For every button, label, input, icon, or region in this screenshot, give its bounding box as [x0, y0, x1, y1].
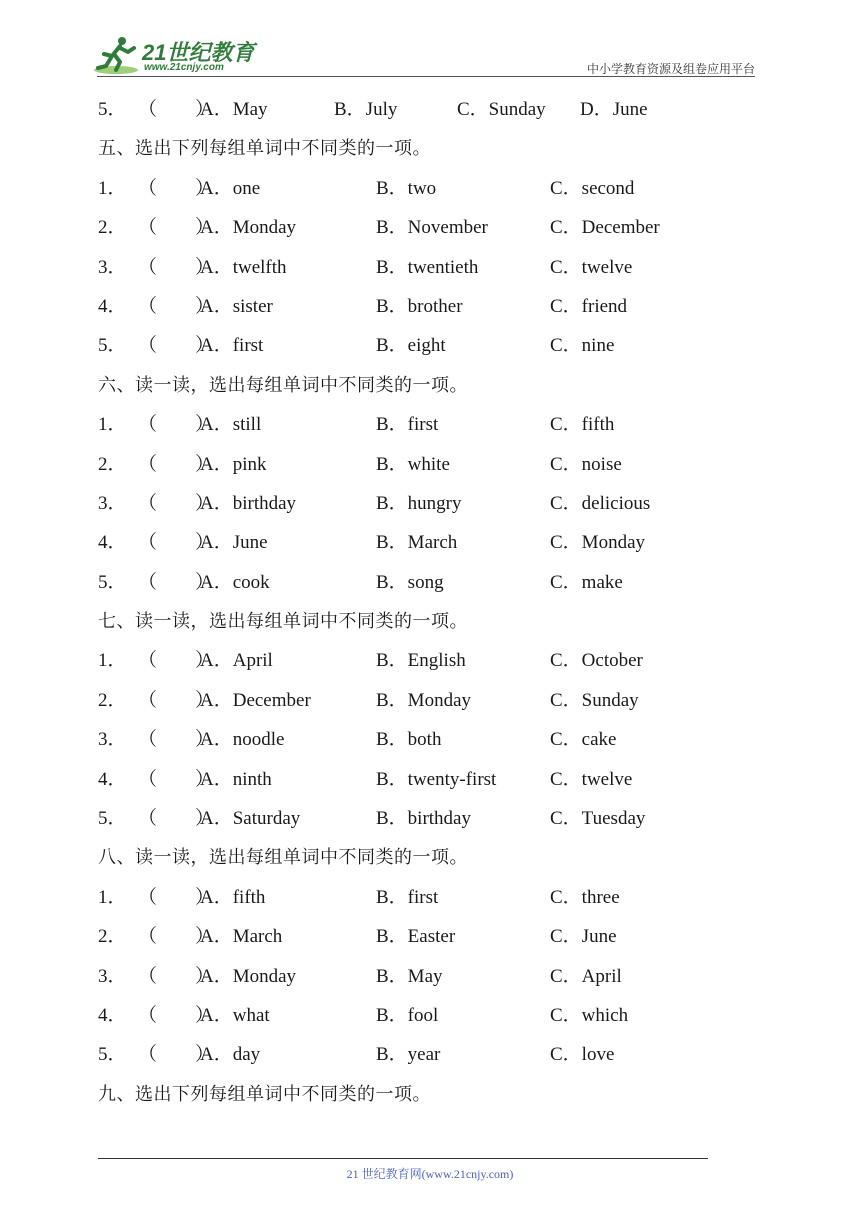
answer-blank: （ ） — [138, 414, 215, 436]
option-b: B．white — [376, 453, 450, 475]
question-number: 1． — [98, 414, 127, 436]
option-a: A．sister — [200, 295, 273, 317]
option-b: B．birthday — [376, 808, 471, 830]
option-b: B．two — [376, 177, 437, 199]
question-number: 3． — [98, 729, 127, 751]
option-a: A．December — [200, 689, 311, 711]
option-b: B．first — [376, 886, 439, 908]
option-c: C．fifth — [550, 414, 615, 436]
section-title: 六、读一读，选出每组单词中不同类的一项。 — [98, 374, 468, 396]
option-b: B．twenty-first — [376, 768, 497, 790]
question-row — [98, 523, 758, 562]
question-row — [98, 760, 758, 799]
option-a: A．May — [200, 99, 268, 120]
question-row — [98, 248, 758, 287]
question-row — [98, 484, 758, 523]
site-logo — [92, 34, 262, 78]
question-number: 1． — [98, 886, 127, 908]
answer-blank: （ ） — [138, 808, 215, 830]
answer-blank: （ ） — [138, 571, 215, 593]
runner-logo-icon — [92, 34, 142, 76]
question-row — [98, 405, 758, 444]
section-title: 八、读一读，选出每组单词中不同类的一项。 — [98, 847, 468, 869]
question-row — [98, 563, 758, 602]
question-row — [98, 641, 758, 680]
option-b: B．both — [376, 729, 442, 751]
option-a: A．birthday — [200, 492, 297, 514]
option-a: A．June — [200, 532, 268, 554]
question-row — [98, 326, 758, 365]
option-a: A．Monday — [200, 217, 297, 239]
option-b: B．Monday — [376, 689, 472, 711]
option-c: C．make — [550, 571, 623, 593]
option-a: A．twelfth — [200, 256, 287, 278]
option-b: B．Easter — [376, 926, 456, 948]
question-row — [98, 799, 758, 838]
section-title: 五、选出下列每组单词中不同类的一项。 — [98, 138, 431, 160]
option-b: B．song — [376, 571, 444, 593]
option-c: C．twelve — [550, 768, 633, 790]
answer-blank: （ ） — [138, 926, 215, 948]
option-b: B．November — [376, 217, 488, 239]
answer-blank: （ ） — [138, 768, 215, 790]
option-a: A．day — [200, 1044, 261, 1066]
question-number: 4． — [98, 295, 127, 317]
worksheet-content — [98, 90, 758, 1114]
sections-container — [98, 129, 758, 1114]
question-row — [98, 169, 758, 208]
question-number: 4． — [98, 768, 127, 790]
option-b: B．twentieth — [376, 256, 479, 278]
answer-blank: （ ） — [138, 532, 215, 554]
option-c: C．Tuesday — [550, 808, 646, 830]
question-row — [98, 878, 758, 917]
answer-blank: （ ） — [138, 965, 215, 987]
question-row — [98, 917, 758, 956]
option-d: D．June — [580, 99, 648, 120]
question-row — [98, 445, 758, 484]
question-number: 1． — [98, 650, 127, 672]
question-number: 3． — [98, 256, 127, 278]
answer-blank: （ ） — [138, 1044, 215, 1066]
option-c: C．noise — [550, 453, 622, 475]
option-c: C．Monday — [550, 532, 646, 554]
answer-blank: （ ） — [138, 177, 215, 199]
option-c: C．which — [550, 1004, 629, 1026]
answer-blank: （ ） — [138, 1004, 215, 1026]
footer-text: 21 世纪教育网(www.21cnjy.com) — [346, 1167, 514, 1181]
question-row — [98, 1035, 758, 1074]
question-row — [98, 957, 758, 996]
option-b: B．eight — [376, 335, 446, 357]
question-number: 5． — [98, 571, 127, 593]
answer-blank: （ ） — [138, 256, 215, 278]
question-row — [98, 208, 758, 247]
option-c: C．delicious — [550, 492, 651, 514]
question-row — [98, 996, 758, 1035]
option-a: A．still — [200, 414, 262, 436]
page-header — [0, 0, 860, 80]
answer-blank: （ ） — [138, 217, 215, 239]
answer-blank: （ ） — [138, 650, 215, 672]
question-row — [98, 287, 758, 326]
option-a: A．March — [200, 926, 283, 948]
question-number: 2． — [98, 926, 127, 948]
option-a: A．what — [200, 1004, 270, 1026]
question-number: 5． — [98, 99, 127, 120]
option-a: A．fifth — [200, 886, 266, 908]
question-number: 4． — [98, 532, 127, 554]
question-row — [98, 90, 758, 129]
question-number: 1． — [98, 177, 127, 199]
option-a: A．April — [200, 650, 273, 672]
question-number: 2． — [98, 689, 127, 711]
question-row — [98, 681, 758, 720]
option-c: C．nine — [550, 335, 615, 357]
option-a: A．ninth — [200, 768, 272, 790]
logo-url: www.21cnjy.com — [144, 62, 224, 73]
option-a: A．cook — [200, 571, 270, 593]
question-number: 5． — [98, 808, 127, 830]
option-a: A．Monday — [200, 965, 297, 987]
option-c: C．October — [550, 650, 643, 672]
option-c: C．December — [550, 217, 660, 239]
question-number: 3． — [98, 492, 127, 514]
option-c: C．cake — [550, 729, 617, 751]
option-b: B．fool — [376, 1004, 439, 1026]
option-a: A．noodle — [200, 729, 285, 751]
option-a: A．first — [200, 335, 264, 357]
answer-blank: （ ） — [138, 295, 215, 317]
option-b: B．March — [376, 532, 458, 554]
option-c: C．three — [550, 886, 620, 908]
option-c: C．second — [550, 177, 635, 199]
option-c: C．friend — [550, 295, 628, 317]
option-b: B．hungry — [376, 492, 462, 514]
answer-blank: （ ） — [138, 492, 215, 514]
option-b: B．July — [334, 99, 398, 120]
option-c: C．June — [550, 926, 617, 948]
option-b: B．brother — [376, 295, 463, 317]
question-row — [98, 720, 758, 759]
option-b: B．year — [376, 1044, 441, 1066]
question-number: 2． — [98, 453, 127, 475]
option-c: C．Sunday — [457, 99, 546, 120]
option-c: C．twelve — [550, 256, 633, 278]
option-a: A．Saturday — [200, 808, 301, 830]
header-divider — [97, 76, 755, 77]
question-number: 2． — [98, 217, 127, 239]
question-number: 3． — [98, 965, 127, 987]
option-a: A．pink — [200, 453, 267, 475]
option-b: B．first — [376, 414, 439, 436]
answer-blank: （ ） — [138, 335, 215, 357]
footer-divider — [98, 1158, 708, 1159]
answer-blank: （ ） — [138, 886, 215, 908]
logo-text: 21世纪教育 — [142, 40, 255, 65]
question-number: 4． — [98, 1004, 127, 1026]
answer-blank: （ ） — [138, 729, 215, 751]
section-title: 七、读一读，选出每组单词中不同类的一项。 — [98, 611, 468, 633]
answer-blank: （ ） — [138, 453, 215, 475]
answer-blank: （ ） — [138, 689, 215, 711]
header-slogan: 中小学教育资源及组卷应用平台 — [586, 62, 755, 76]
option-b: B．May — [376, 965, 443, 987]
option-c: C．love — [550, 1044, 615, 1066]
question-number: 5． — [98, 335, 127, 357]
question-number: 5． — [98, 1044, 127, 1066]
option-a: A．one — [200, 177, 261, 199]
option-b: B．English — [376, 650, 466, 672]
section-title: 九、选出下列每组单词中不同类的一项。 — [98, 1083, 431, 1105]
option-c: C．Sunday — [550, 689, 639, 711]
option-c: C．April — [550, 965, 622, 987]
answer-blank: （ ） — [138, 99, 215, 120]
